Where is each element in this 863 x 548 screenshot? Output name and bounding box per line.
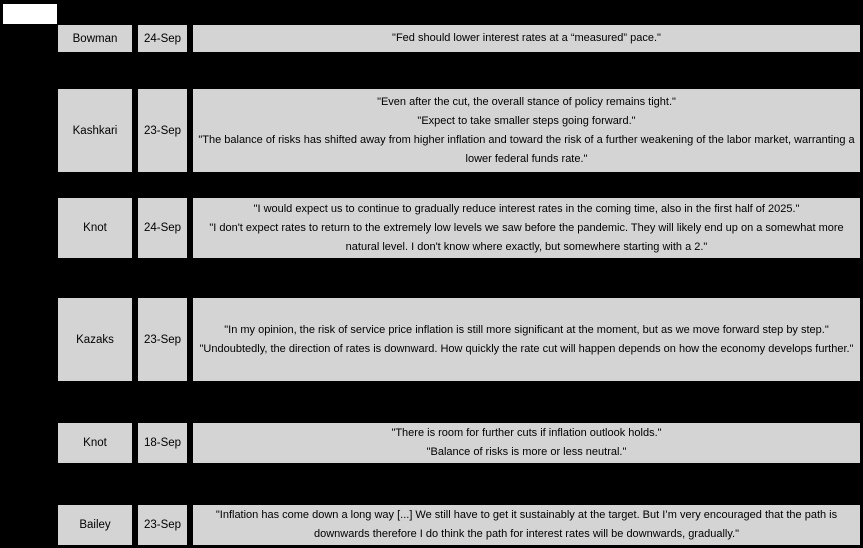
- speaker-cell: Kashkari: [57, 88, 133, 173]
- speaker-cell: Knot: [57, 197, 133, 259]
- quote-line: "Undoubtedly, the direction of rates is downward. How quickly the rate cut will happen depends on how the economy develops further.": [199, 342, 854, 355]
- date-cell: 23-Sep: [137, 88, 188, 173]
- table-row: [57, 422, 861, 464]
- speaker-cell: Kazaks: [57, 297, 133, 382]
- quote-line: "I would expect us to continue to gradually reduce interest rates in the coming time, also in the first half of 2025.": [253, 202, 800, 215]
- speaker-cell: Bowman: [57, 24, 133, 53]
- table-row: [57, 504, 861, 546]
- quote-cell: [192, 504, 861, 546]
- table-row: [57, 197, 861, 259]
- quote-cell: [192, 422, 861, 464]
- table-row: [57, 88, 861, 173]
- quote-line: "There is room for further cuts if inflation outlook holds.": [391, 427, 662, 439]
- date-cell: 18-Sep: [137, 422, 188, 464]
- quote-line: "The balance of risks has shifted away from higher inflation and toward the risk of a further weakening of the labor market, warranting a lower federal funds rate.": [198, 133, 855, 165]
- quote-cell: [192, 88, 861, 173]
- blank-legend-box: [3, 4, 57, 24]
- date-cell: 23-Sep: [137, 297, 188, 382]
- quote-cell: [192, 197, 861, 259]
- table-row: [57, 297, 861, 382]
- date-cell: 23-Sep: [137, 504, 188, 546]
- quote-cell: [192, 297, 861, 382]
- speaker-cell: Bailey: [57, 504, 133, 546]
- quote-line: "Fed should lower interest rates at a “measured” pace.": [392, 32, 661, 44]
- quote-line: "Balance of risks is more or less neutral.": [426, 446, 627, 458]
- date-cell: 24-Sep: [137, 24, 188, 53]
- quote-line: "I don't expect rates to return to the extremely low levels we saw before the pandemic. They will likely end up on a somewhat more natural level. I don't know where exactly, but somewhere starting with a 2.": [209, 221, 844, 253]
- table-row: [57, 24, 861, 53]
- quote-line: "In my opinion, the risk of service price inflation is still more significant at the moment, but as we move forward step by step.": [224, 323, 829, 336]
- quote-line: "Inflation has come down a long way [...] We still have to get it sustainably at the target. But I’m very encouraged that the path is downwards therefore I do think the path for interest rates will be downwards, gradually.": [215, 509, 838, 540]
- quote-line: "Expect to take smaller steps going forward.": [417, 114, 636, 127]
- quote-cell: [192, 24, 861, 53]
- date-cell: 24-Sep: [137, 197, 188, 259]
- quote-line: "Even after the cut, the overall stance of policy remains tight.": [377, 95, 676, 108]
- speaker-cell: Knot: [57, 422, 133, 464]
